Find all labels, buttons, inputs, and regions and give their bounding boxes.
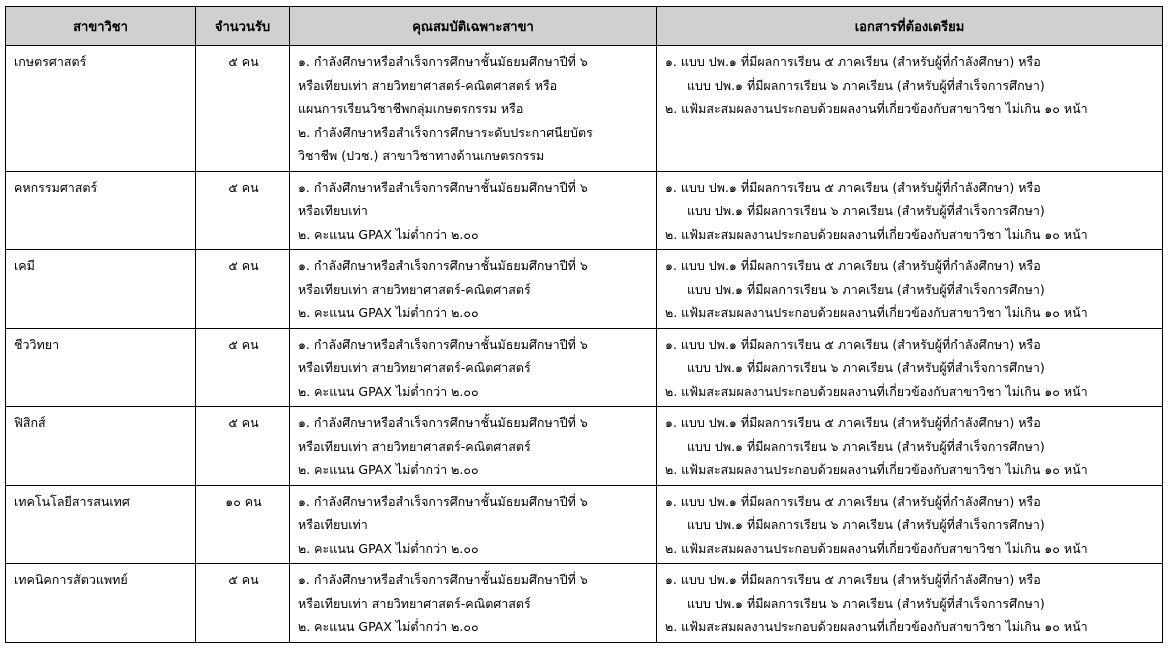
document-line: ๑. แบบ ปพ.๑ ที่มีผลการเรียน ๕ ภาคเรียน (สำหรับผู้ที่กำลังศึกษา) หรือ xyxy=(665,493,1041,509)
qualification-line: ๑. กำลังศึกษาหรือสำเร็จการศึกษาชั้นมัธยมศึกษาปีที่ ๖ xyxy=(298,179,588,195)
document-line: แบบ ปพ.๑ ที่มีผลการเรียน ๖ ภาคเรียน (สำหรับผู้ที่สำเร็จการศึกษา) xyxy=(687,77,1045,93)
table-row xyxy=(6,250,1163,329)
qualification-line: ๑. กำลังศึกษาหรือสำเร็จการศึกษาชั้นมัธยมศึกษาปีที่ ๖ xyxy=(298,258,588,273)
header-seats: จำนวนรับ xyxy=(196,7,290,46)
major-cell xyxy=(6,46,196,172)
document-line: ๑. แบบ ปพ.๑ ที่มีผลการเรียน ๕ ภาคเรียน (สำหรับผู้ที่กำลังศึกษา) หรือ xyxy=(665,258,1041,273)
table-row xyxy=(6,564,1163,643)
documents-cell xyxy=(657,407,1163,486)
qualifications-cell xyxy=(290,328,657,407)
qualification-line: หรือเทียบเท่า สายวิทยาศาสตร์-คณิตศาสตร์ xyxy=(298,281,531,297)
seats-cell xyxy=(196,46,290,172)
document-line: ๑. แบบ ปพ.๑ ที่มีผลการเรียน ๕ ภาคเรียน (สำหรับผู้ที่กำลังศึกษา) หรือ xyxy=(665,179,1041,195)
qualification-line: หรือเทียบเท่า สายวิทยาศาสตร์-คณิตศาสตร์ หรือ xyxy=(298,77,558,93)
documents-cell xyxy=(657,564,1163,643)
document-line: ๑. แบบ ปพ.๑ ที่มีผลการเรียน ๕ ภาคเรียน (สำหรับผู้ที่กำลังศึกษา) หรือ xyxy=(665,415,1041,430)
seats-cell xyxy=(196,407,290,486)
qualification-line: ๒. คะแนน GPAX ไม่ต่ำกว่า ๒.๐๐ xyxy=(298,540,479,556)
document-line: แบบ ปพ.๑ ที่มีผลการเรียน ๖ ภาคเรียน (สำหรับผู้ที่สำเร็จการศึกษา) xyxy=(687,517,1045,532)
seats-cell xyxy=(196,250,290,329)
admission-table xyxy=(5,6,1163,643)
documents-cell xyxy=(657,328,1163,407)
major-cell xyxy=(6,564,196,643)
seats-count: ๑๐ คน xyxy=(225,493,262,509)
qualification-line: แผนการเรียนวิชาชีพกลุ่มเกษตรกรรม หรือ xyxy=(298,101,524,116)
seats-count: ๕ คน xyxy=(228,415,259,430)
seats-cell xyxy=(196,328,290,407)
qualifications-cell xyxy=(290,564,657,643)
document-line: แบบ ปพ.๑ ที่มีผลการเรียน ๖ ภาคเรียน (สำหรับผู้ที่สำเร็จการศึกษา) xyxy=(687,438,1045,454)
major-name: เกษตรศาสตร์ xyxy=(14,54,87,69)
table-body xyxy=(6,46,1163,643)
table-row xyxy=(6,46,1163,172)
document-line: ๑. แบบ ปพ.๑ ที่มีผลการเรียน ๕ ภาคเรียน (สำหรับผู้ที่กำลังศึกษา) หรือ xyxy=(665,54,1041,69)
qualification-line: ๑. กำลังศึกษาหรือสำเร็จการศึกษาชั้นมัธยมศึกษาปีที่ ๖ xyxy=(298,493,588,509)
qualifications-cell xyxy=(290,485,657,564)
document-line: ๒. แฟ้มสะสมผลงานประกอบด้วยผลงานที่เกี่ยวข้องกับสาขาวิชา ไม่เกิน ๑๐ หน้า xyxy=(665,226,1088,242)
document-line: ๑. แบบ ปพ.๑ ที่มีผลการเรียน ๕ ภาคเรียน (สำหรับผู้ที่กำลังศึกษา) หรือ xyxy=(665,572,1041,587)
document-line: แบบ ปพ.๑ ที่มีผลการเรียน ๖ ภาคเรียน (สำหรับผู้ที่สำเร็จการศึกษา) xyxy=(687,360,1045,375)
major-cell xyxy=(6,171,196,250)
header-row xyxy=(6,7,1163,46)
qualification-line: ๑. กำลังศึกษาหรือสำเร็จการศึกษาชั้นมัธยมศึกษาปีที่ ๖ xyxy=(298,572,588,587)
qualification-line: ๒. คะแนน GPAX ไม่ต่ำกว่า ๒.๐๐ xyxy=(298,305,479,320)
qualification-line: ๑. กำลังศึกษาหรือสำเร็จการศึกษาชั้นมัธยมศึกษาปีที่ ๖ xyxy=(298,54,588,69)
document-line: ๒. แฟ้มสะสมผลงานประกอบด้วยผลงานที่เกี่ยวข้องกับสาขาวิชา ไม่เกิน ๑๐ หน้า xyxy=(665,305,1088,320)
document-line: ๑. แบบ ปพ.๑ ที่มีผลการเรียน ๕ ภาคเรียน (สำหรับผู้ที่กำลังศึกษา) หรือ xyxy=(665,336,1041,352)
seats-cell xyxy=(196,171,290,250)
major-cell xyxy=(6,485,196,564)
document-line: ๒. แฟ้มสะสมผลงานประกอบด้วยผลงานที่เกี่ยวข้องกับสาขาวิชา ไม่เกิน ๑๐ หน้า xyxy=(665,540,1088,556)
qualification-line: ๑. กำลังศึกษาหรือสำเร็จการศึกษาชั้นมัธยมศึกษาปีที่ ๖ xyxy=(298,336,588,352)
major-name: เทคโนโลยีสารสนเทศ xyxy=(14,493,130,509)
major-cell xyxy=(6,407,196,486)
qualification-line: ๒. คะแนน GPAX ไม่ต่ำกว่า ๒.๐๐ xyxy=(298,226,479,242)
qualification-line: ๒. คะแนน GPAX ไม่ต่ำกว่า ๒.๐๐ xyxy=(298,383,479,399)
header-documents: เอกสารที่ต้องเตรียม xyxy=(657,7,1163,46)
seats-count: ๕ คน xyxy=(228,179,259,195)
major-cell xyxy=(6,328,196,407)
document-line: แบบ ปพ.๑ ที่มีผลการเรียน ๖ ภาคเรียน (สำหรับผู้ที่สำเร็จการศึกษา) xyxy=(687,281,1045,297)
documents-cell xyxy=(657,46,1163,172)
qualification-line: วิชาชีพ (ปวช.) สาขาวิชาทางด้านเกษตรกรรม xyxy=(298,148,545,163)
qualification-line: ๒. คะแนน GPAX ไม่ต่ำกว่า ๒.๐๐ xyxy=(298,619,479,634)
major-name: เทคนิคการสัตวแพทย์ xyxy=(14,572,128,587)
documents-cell xyxy=(657,485,1163,564)
qualifications-cell xyxy=(290,407,657,486)
document-line: ๒. แฟ้มสะสมผลงานประกอบด้วยผลงานที่เกี่ยวข้องกับสาขาวิชา ไม่เกิน ๑๐ หน้า xyxy=(665,383,1088,399)
seats-cell xyxy=(196,485,290,564)
header-major: สาขาวิชา xyxy=(6,7,196,46)
qualification-line: ๒. คะแนน GPAX ไม่ต่ำกว่า ๒.๐๐ xyxy=(298,462,479,477)
seats-count: ๕ คน xyxy=(228,572,259,587)
qualification-line: หรือเทียบเท่า สายวิทยาศาสตร์-คณิตศาสตร์ xyxy=(298,595,531,611)
major-name: คหกรรมศาสตร์ xyxy=(14,179,98,195)
qualification-line: หรือเทียบเท่า สายวิทยาศาสตร์-คณิตศาสตร์ xyxy=(298,360,531,375)
major-name: ชีววิทยา xyxy=(14,336,60,352)
seats-count: ๕ คน xyxy=(228,258,259,273)
seats-cell xyxy=(196,564,290,643)
qualifications-cell xyxy=(290,171,657,250)
seats-count: ๕ คน xyxy=(228,336,259,352)
major-cell xyxy=(6,250,196,329)
seats-count: ๕ คน xyxy=(228,54,259,69)
qualification-line: หรือเทียบเท่า xyxy=(298,517,368,532)
table-row xyxy=(6,328,1163,407)
document-line: ๒. แฟ้มสะสมผลงานประกอบด้วยผลงานที่เกี่ยวข้องกับสาขาวิชา ไม่เกิน ๑๐ หน้า xyxy=(665,619,1088,634)
document-line: ๒. แฟ้มสะสมผลงานประกอบด้วยผลงานที่เกี่ยวข้องกับสาขาวิชา ไม่เกิน ๑๐ หน้า xyxy=(665,101,1088,116)
major-name: ฟิสิกส์ xyxy=(14,415,46,430)
qualification-line: ๒. กำลังศึกษาหรือสำเร็จการศึกษาระดับประกาศนียบัตร xyxy=(298,124,593,140)
table-row xyxy=(6,485,1163,564)
documents-cell xyxy=(657,250,1163,329)
document-line: แบบ ปพ.๑ ที่มีผลการเรียน ๖ ภาคเรียน (สำหรับผู้ที่สำเร็จการศึกษา) xyxy=(687,595,1045,611)
table-row xyxy=(6,171,1163,250)
qualification-line: ๑. กำลังศึกษาหรือสำเร็จการศึกษาชั้นมัธยมศึกษาปีที่ ๖ xyxy=(298,415,588,430)
table-row xyxy=(6,407,1163,486)
qualifications-cell xyxy=(290,250,657,329)
document-line: แบบ ปพ.๑ ที่มีผลการเรียน ๖ ภาคเรียน (สำหรับผู้ที่สำเร็จการศึกษา) xyxy=(687,203,1045,218)
qualification-line: หรือเทียบเท่า xyxy=(298,203,368,218)
header-qualifications: คุณสมบัติเฉพาะสาขา xyxy=(290,7,657,46)
document-line: ๒. แฟ้มสะสมผลงานประกอบด้วยผลงานที่เกี่ยวข้องกับสาขาวิชา ไม่เกิน ๑๐ หน้า xyxy=(665,462,1088,477)
qualification-line: หรือเทียบเท่า สายวิทยาศาสตร์-คณิตศาสตร์ xyxy=(298,438,531,454)
documents-cell xyxy=(657,171,1163,250)
major-name: เคมี xyxy=(14,258,35,273)
qualifications-cell xyxy=(290,46,657,172)
